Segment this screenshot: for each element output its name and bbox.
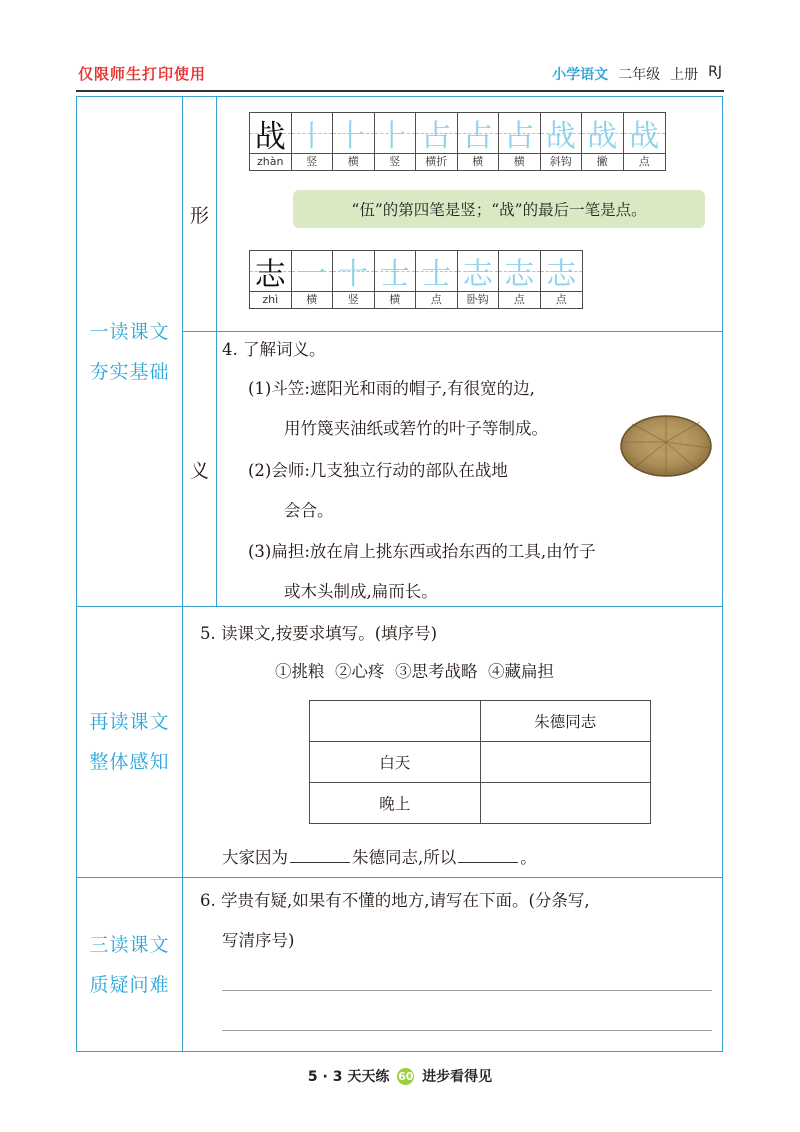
stroke-cell: [333, 251, 375, 308]
sentence-part: 朱德同志,所以: [352, 848, 457, 867]
section-label-line2: 夯实基础: [89, 360, 170, 383]
stroke-cell: [375, 251, 417, 308]
header-rule: [76, 90, 724, 92]
stroke-name: 斜钩: [541, 153, 582, 170]
answer-cell[interactable]: [480, 742, 651, 783]
def2-line2: 会合。: [284, 501, 334, 520]
edition: RJ: [708, 64, 722, 80]
stroke-cell: [624, 113, 666, 170]
table-header-cell: [310, 701, 481, 742]
section-basics-label: [77, 97, 183, 606]
yi-label: 义: [183, 332, 217, 607]
sentence-part: 大家因为: [222, 848, 288, 867]
def3-line2: 或木头制成,扁而长。: [284, 582, 438, 601]
stroke-step: 志: [462, 257, 493, 292]
stroke-name: 竖: [375, 153, 416, 170]
stroke-cell: [292, 251, 334, 308]
stroke-cell: [541, 113, 583, 170]
stroke-step: ⺊: [379, 119, 410, 154]
stroke-name: 横: [458, 153, 499, 170]
stroke-step: 志: [504, 257, 535, 292]
stroke-name: 点: [416, 291, 457, 308]
stroke-name: 横折: [416, 153, 457, 170]
stroke-cell-main: [250, 251, 292, 308]
def1-line1: (1)斗笠:遮阳光和雨的帽子,有很宽的边,: [248, 379, 535, 398]
def2-line1: (2)会师:几支独立行动的部队在战地: [248, 461, 508, 480]
stroke-name: 点: [541, 291, 583, 308]
footer-brand: 5 · 3 天天练: [307, 1069, 390, 1085]
stroke-step: 志: [546, 257, 577, 292]
q5-options: ①挑粮 ②心疼 ③思考战略 ④藏扁担: [275, 662, 554, 681]
section-overview-label: [77, 607, 183, 877]
stroke-name: 横: [499, 153, 540, 170]
section-label-line1: 再读课文: [89, 711, 170, 733]
stroke-step: ⺊: [338, 119, 369, 154]
stroke-cell: [416, 251, 458, 308]
def3-line1: (3)扁担:放在肩上挑东西或抬东西的工具,由竹子: [248, 542, 596, 561]
print-notice: 仅限师生打印使用: [78, 65, 207, 83]
q5-title: 5. 读课文,按要求填写。(填序号): [200, 624, 438, 643]
stroke-name: 竖: [333, 291, 374, 308]
main-char: 战: [254, 118, 286, 155]
pinyin: zhì: [250, 291, 291, 308]
table-row: [310, 701, 651, 742]
q4-title: 4. 了解词义。: [222, 340, 326, 359]
stroke-name: 撇: [582, 153, 623, 170]
xing-label: 形: [183, 97, 217, 331]
row-label: 晚上: [310, 783, 481, 824]
table-row: [310, 742, 651, 783]
stroke-cell: [499, 113, 541, 170]
fill-blank[interactable]: [458, 847, 518, 863]
stroke-cell: [499, 251, 541, 308]
q6-line2: 写清序号): [222, 931, 295, 950]
stroke-cell: [582, 113, 624, 170]
stroke-grid-zhi: [249, 250, 583, 309]
stroke-grid-zhan: [249, 112, 666, 171]
stroke-step: 士: [379, 257, 410, 292]
fill-blank[interactable]: [290, 847, 350, 863]
stroke-name: 横: [292, 291, 333, 308]
stroke-cell: [541, 251, 583, 308]
stroke-name: 点: [624, 153, 666, 170]
stroke-note: “伍”的第四笔是竖；“战”的最后一笔是点。: [293, 190, 705, 228]
stroke-name: 卧钩: [458, 291, 499, 308]
stroke-cell: [333, 113, 375, 170]
sentence-part: 。: [520, 848, 537, 867]
footer: [0, 1066, 800, 1086]
stroke-cell: [292, 113, 334, 170]
stroke-step: 战: [629, 119, 660, 154]
stroke-step: 占: [421, 119, 452, 154]
stroke-cell: [458, 113, 500, 170]
stroke-step: 丨: [296, 119, 327, 154]
table-row: [310, 783, 651, 824]
stroke-name: 横: [333, 153, 374, 170]
stroke-cell: [416, 113, 458, 170]
book-info: [552, 64, 722, 84]
q5-sentence: [222, 847, 537, 868]
stroke-name: 横: [375, 291, 416, 308]
stroke-name: 竖: [292, 153, 333, 170]
writing-line[interactable]: [222, 1030, 712, 1031]
stroke-step: 一: [296, 257, 327, 292]
stroke-step: 十: [338, 257, 369, 292]
stroke-step: 占: [462, 119, 493, 154]
stroke-cell-main: [250, 113, 292, 170]
stroke-step: 占: [504, 119, 535, 154]
page-number: 60: [398, 1070, 414, 1083]
q6-line1: 6. 学贵有疑,如果有不懂的地方,请写在下面。(分条写,: [200, 891, 590, 910]
def1-line2: 用竹篾夹油纸或箬竹的叶子等制成。: [284, 419, 548, 438]
section-label-line1: 三读课文: [89, 933, 170, 956]
stroke-step: 士: [421, 257, 452, 292]
table-header-cell: 朱德同志: [480, 701, 651, 742]
writing-line[interactable]: [222, 990, 712, 991]
footer-slogan: 进步看得见: [422, 1069, 493, 1085]
stroke-step: 战: [545, 119, 576, 154]
answer-table: [309, 700, 651, 824]
grade: 二年级: [618, 67, 661, 83]
section-label-line2: 整体感知: [89, 751, 170, 773]
stroke-name: 点: [499, 291, 540, 308]
section-questions-label: [77, 878, 183, 1051]
main-char: 志: [254, 256, 286, 293]
section-basics: [77, 97, 722, 607]
volume: 上册: [670, 67, 699, 83]
section-label-line2: 质疑问难: [89, 973, 170, 996]
pinyin: zhàn: [250, 153, 291, 170]
section-label-line1: 一读课文: [89, 320, 170, 343]
row-label: 白天: [310, 742, 481, 783]
answer-cell[interactable]: [480, 783, 651, 824]
stroke-cell: [375, 113, 417, 170]
stroke-step: 战: [587, 119, 618, 154]
stroke-cell: [458, 251, 500, 308]
bamboo-hat-illustration: [620, 412, 712, 478]
subject: 小学语文: [552, 67, 609, 83]
